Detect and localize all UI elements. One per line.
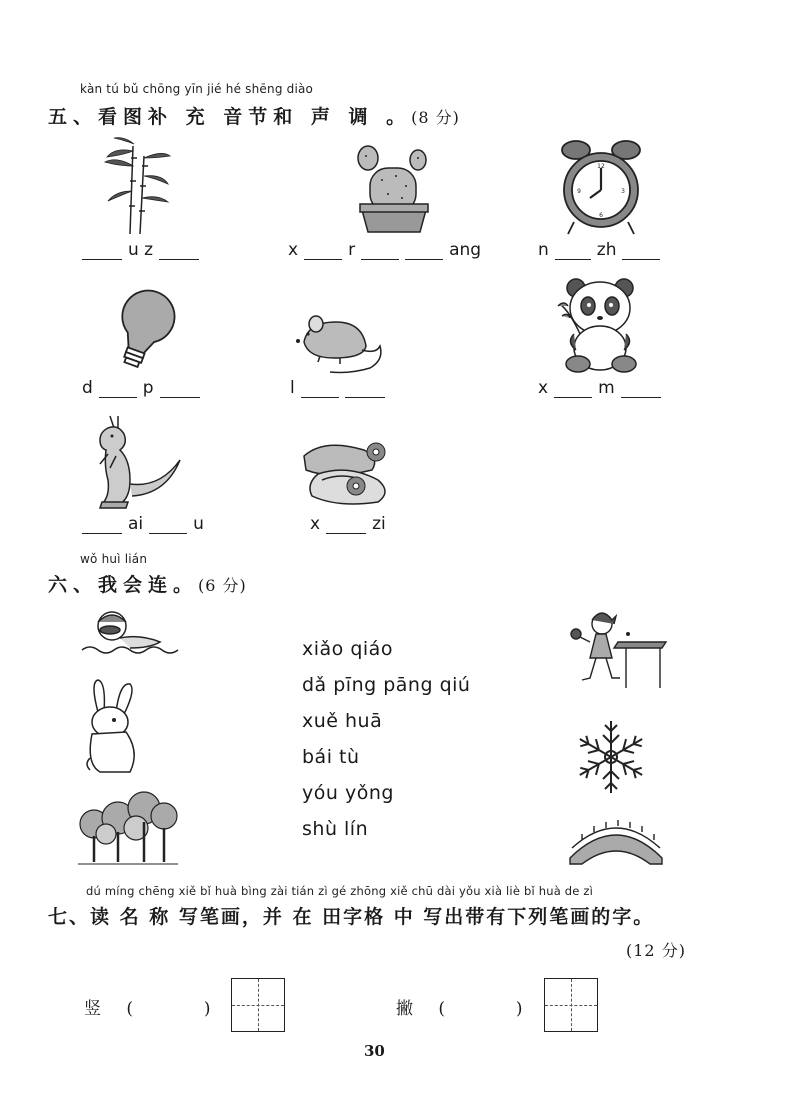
answer-row-4 bbox=[82, 378, 200, 398]
panda-icon bbox=[556, 274, 646, 374]
blank[interactable] bbox=[304, 241, 342, 260]
blank[interactable] bbox=[345, 379, 385, 398]
section6-pinyin: wǒ huì lián bbox=[80, 552, 148, 566]
blank[interactable] bbox=[82, 515, 122, 534]
section6-title bbox=[48, 570, 247, 597]
section6-title-text: 六、我会连。 bbox=[48, 574, 199, 596]
ping-pong-girl-icon[interactable] bbox=[570, 606, 668, 694]
svg-text:3: 3 bbox=[621, 188, 625, 195]
stroke-name: 撇 bbox=[396, 999, 413, 1019]
word-shu-lin[interactable]: shù lín bbox=[302, 818, 369, 840]
word-you-yong[interactable]: yóu yǒng bbox=[302, 782, 394, 804]
svg-text:9: 9 bbox=[577, 188, 581, 195]
tian-grid-box[interactable] bbox=[231, 978, 285, 1032]
bridge-icon[interactable] bbox=[568, 818, 664, 868]
syllable-fragment: x bbox=[288, 240, 299, 260]
blank[interactable] bbox=[149, 515, 187, 534]
paren-close: ) bbox=[203, 999, 211, 1019]
syllable-fragment: x bbox=[538, 378, 549, 398]
syllable-fragment: zi bbox=[372, 514, 386, 534]
mouse-icon bbox=[290, 308, 386, 374]
section5-score: (8 分) bbox=[411, 108, 460, 127]
syllable-fragment: zh bbox=[596, 240, 617, 260]
page-number: 30 bbox=[364, 1042, 385, 1060]
syllable-fragment: p bbox=[142, 378, 154, 398]
svg-text:6: 6 bbox=[599, 212, 603, 219]
section6-score: (6 分) bbox=[198, 576, 247, 595]
answer-row-3 bbox=[538, 240, 660, 260]
section5-title bbox=[48, 102, 460, 129]
answer-row-7 bbox=[82, 514, 204, 534]
stroke-answer-input[interactable] bbox=[450, 996, 510, 1014]
blank[interactable] bbox=[622, 241, 660, 260]
blank[interactable] bbox=[82, 241, 122, 260]
tian-grid-box[interactable] bbox=[544, 978, 598, 1032]
cactus-icon bbox=[352, 140, 436, 236]
blank[interactable] bbox=[160, 379, 200, 398]
blank[interactable] bbox=[621, 379, 661, 398]
blank[interactable] bbox=[99, 379, 137, 398]
blank[interactable] bbox=[326, 515, 366, 534]
section7-score: (12 分) bbox=[626, 941, 686, 960]
blank[interactable] bbox=[555, 241, 591, 260]
answer-row-2 bbox=[288, 240, 481, 260]
snowflake-icon[interactable] bbox=[570, 716, 652, 798]
answer-row-1 bbox=[82, 240, 199, 260]
syllable-fragment: m bbox=[598, 378, 615, 398]
svg-text:12: 12 bbox=[597, 163, 605, 170]
stroke-shu-label bbox=[84, 994, 211, 1019]
stroke-pie-label bbox=[396, 994, 523, 1019]
syllable-fragment: l bbox=[290, 378, 295, 398]
syllable-fragment: ai bbox=[128, 514, 144, 534]
blank[interactable] bbox=[301, 379, 339, 398]
section7-title: 七、读 名 称 写笔画，并 在 田字格 中 写出带有下列笔画的字。 bbox=[48, 906, 655, 928]
word-xue-hua[interactable]: xuě huā bbox=[302, 710, 383, 732]
syllable-fragment: n bbox=[538, 240, 549, 260]
light-bulb-icon bbox=[112, 286, 178, 372]
syllable-fragment: d bbox=[82, 378, 93, 398]
section5-title-text: 五、看图补 充 音节和 声 调 。 bbox=[48, 106, 412, 128]
alarm-clock-icon bbox=[560, 138, 642, 238]
rabbit-icon[interactable] bbox=[82, 678, 142, 776]
answer-row-6 bbox=[538, 378, 661, 398]
word-bai-tu[interactable]: bái tù bbox=[302, 746, 360, 768]
swimmer-icon[interactable] bbox=[80, 604, 180, 662]
word-da-ping-pang-qiu[interactable]: dǎ pīng pāng qiú bbox=[302, 674, 471, 696]
answer-row-8 bbox=[310, 514, 386, 534]
syllable-fragment: u bbox=[193, 514, 204, 534]
stroke-name: 竖 bbox=[84, 999, 101, 1019]
bamboo-icon bbox=[100, 136, 172, 236]
sandals-icon bbox=[298, 434, 398, 506]
word-xiao-qiao[interactable]: xiǎo qiáo bbox=[302, 638, 393, 660]
forest-icon[interactable] bbox=[78, 788, 178, 868]
stroke-answer-input[interactable] bbox=[138, 996, 198, 1014]
syllable-fragment: u z bbox=[128, 240, 154, 260]
section7-pinyin: dú míng chēng xiě bǐ huà bìng zài tián zì gé zhōng xiě chū dài yǒu xià liè bǐ huà de zì bbox=[86, 884, 594, 898]
paren-close: ) bbox=[515, 999, 523, 1019]
answer-row-5 bbox=[290, 378, 385, 398]
blank[interactable] bbox=[361, 241, 399, 260]
kangaroo-icon bbox=[96, 414, 188, 510]
section5-pinyin: kàn tú bǔ chōng yīn jié hé shēng diào bbox=[80, 82, 314, 96]
paren-open: ( bbox=[438, 999, 446, 1019]
syllable-fragment: x bbox=[310, 514, 321, 534]
paren-open: ( bbox=[126, 999, 134, 1019]
blank[interactable] bbox=[405, 241, 443, 260]
syllable-fragment: r bbox=[348, 240, 356, 260]
blank[interactable] bbox=[554, 379, 592, 398]
blank[interactable] bbox=[159, 241, 199, 260]
syllable-fragment: ang bbox=[449, 240, 482, 260]
